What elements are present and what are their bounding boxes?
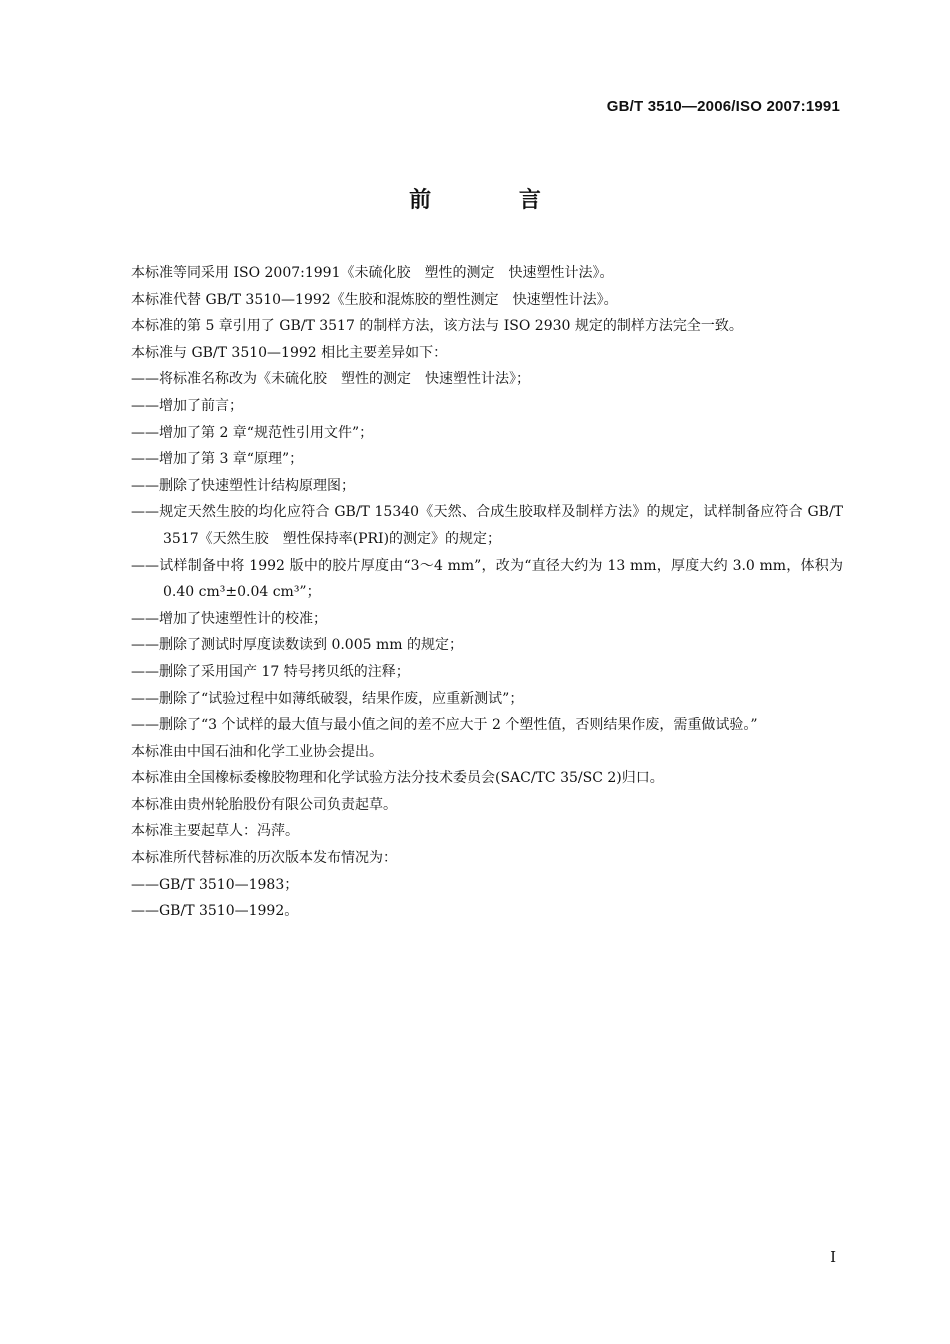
list-item: ——增加了前言； xyxy=(131,397,243,414)
page-number: I xyxy=(830,1248,836,1266)
paragraph: 本标准代替 GB/T 3510—1992《生胶和混炼胶的塑性测定 快速塑性计法》。 xyxy=(131,291,618,308)
list-item: ——试样制备中将 1992 版中的胶片厚度由“3～4 mm”，改为“直径大约为 13 mm，厚度大约 3.0 mm，体积为 0.40 cm³±0.04 cm³”； xyxy=(131,557,843,601)
history-item: ——GB/T 3510—1992。 xyxy=(131,903,299,920)
standard-code: GB/T 3510—2006/ISO 2007:1991 xyxy=(606,98,840,115)
list-item: ——增加了第 2 章“规范性引用文件”； xyxy=(131,424,374,441)
paragraph: 本标准与 GB/T 3510—1992 相比主要差异如下： xyxy=(131,344,448,361)
paragraph: 本标准等同采用 ISO 2007:1991《未硫化胶 塑性的测定 快速塑性计法》。 xyxy=(131,265,614,281)
list-item: ——增加了快速塑性计的校准； xyxy=(131,610,327,627)
paragraph: 本标准由全国橡标委橡胶物理和化学试验方法分技术委员会(SAC/TC 35/SC 2)归口。 xyxy=(131,770,664,787)
list-item: ——删除了“试验过程中如薄纸破裂，结果作废，应重新测试”； xyxy=(131,690,524,707)
paragraph: 本标准主要起草人：冯萍。 xyxy=(131,823,299,840)
paragraph: 本标准的第 5 章引用了 GB/T 3517 的制样方法，该方法与 ISO 2930 规定的制样方法完全一致。 xyxy=(131,318,743,335)
paragraph: 本标准所代替标准的历次版本发布情况为： xyxy=(131,850,397,867)
paragraph: 本标准由中国石油和化学工业协会提出。 xyxy=(131,743,383,760)
list-item: ——删除了采用国产 17 特号拷贝纸的注释； xyxy=(131,663,410,680)
list-item: ——将标准名称改为《未硫化胶 塑性的测定 快速塑性计法》； xyxy=(131,371,530,388)
list-item: ——增加了第 3 章“原理”； xyxy=(131,451,304,468)
list-item: ——规定天然生胶的均化应符合 GB/T 15340《天然、合成生胶取样及制样方法》的规定，试样制备应符合 GB/T 3517《天然生胶 塑性保持率(PRI)的测定》的规定； xyxy=(131,504,843,547)
list-item: ——删除了测试时厚度读数读到 0.005 mm 的规定； xyxy=(131,637,463,654)
list-item: ——删除了快速塑性计结构原理图； xyxy=(131,477,355,494)
foreword-body xyxy=(131,260,843,925)
list-item: ——删除了“3 个试样的最大值与最小值之间的差不应大于 2 个塑性值，否则结果作废，需重做试验。” xyxy=(131,717,758,734)
history-item: ——GB/T 3510—1983； xyxy=(131,876,299,893)
paragraph: 本标准由贵州轮胎股份有限公司负责起草。 xyxy=(131,796,397,813)
page-title: 前 言 xyxy=(409,188,581,213)
